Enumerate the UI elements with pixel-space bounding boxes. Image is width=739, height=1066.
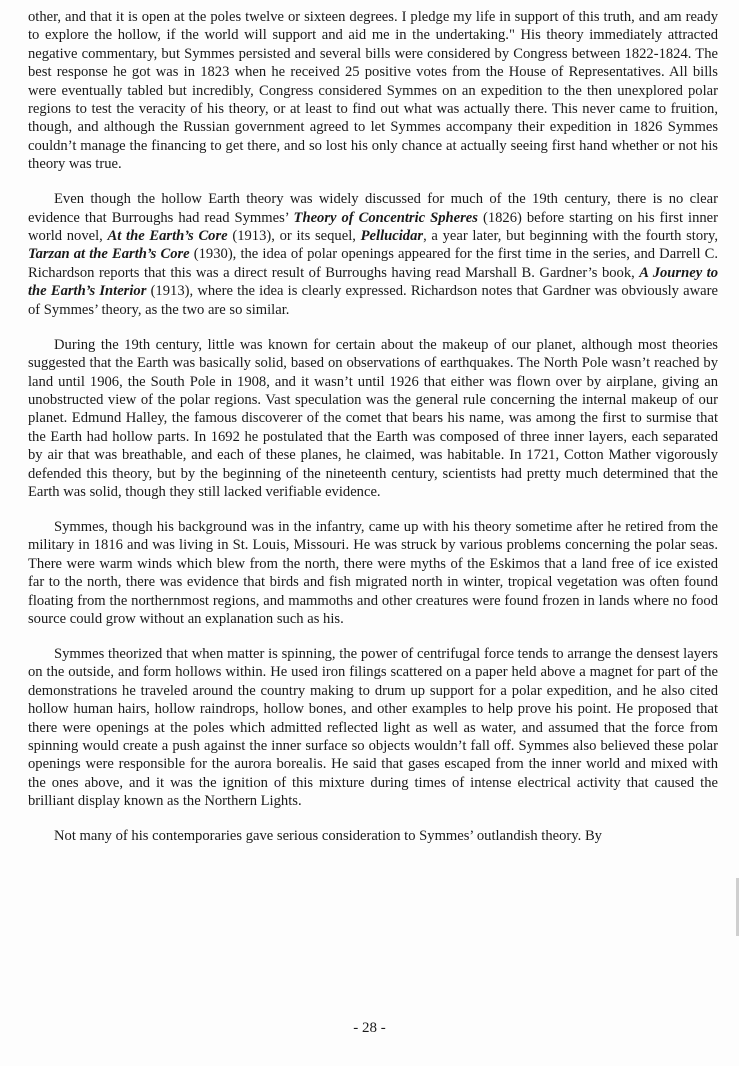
paragraph	[28, 190, 718, 319]
text-run: other, and that it is open at the poles twelve or sixteen degrees. I pledge my life in support of this truth, and am ready to explore the hollow, if the world will support and aid me in the undertaking." His theory immediately attracted negative commentary, but Symmes persisted and several bills were considered by Congress between 1822-1824. The best response he got was in 1823 when he received 25 positive votes from the House of Representatives. All bills were eventually tabled but incredibly, Congress considered Symmes on an expedition to the then unexplored polar regions to test the veracity of his theory, or at least to find out what was actually there. This never came to fruition, though, and although the Russian government agreed to let Symmes accompany their expedition in 1826 Symmes couldn’t manage the financing to get there, and so lost his only chance at actually seeing first hand whether or not his theory was true.	[28, 9, 718, 173]
book-title: At the Earth’s Core	[107, 228, 228, 245]
text-run: , a year later, but beginning with the fourth story,	[423, 228, 718, 245]
paragraph	[28, 827, 718, 845]
paragraph	[28, 336, 718, 502]
book-title: Pellucidar	[360, 228, 424, 245]
paragraph	[28, 645, 718, 811]
text-run: Not many of his contemporaries gave serious consideration to Symmes’ outlandish theory. By	[54, 828, 602, 845]
text-run: (1826) before starting on his first inner world novel,	[28, 209, 718, 245]
paragraph	[28, 518, 718, 628]
text-run: (1913), where the idea is clearly expressed. Richardson notes that Gardner was obviously aware of Symmes’ theory, as the two are so similar.	[28, 283, 718, 318]
text-run: Symmes theorized that when matter is spinning, the power of centrifugal force tends to arrange the densest layers on the outside, and form hollows within. He used iron filings scattered on a paper held above a magnet for part of the demonstrations he traveled around the country making to drum up support for a polar expedition, and he also cited hollow human hairs, hollow raindrops, hollow bones, and other examples to help prove his point. He proposed that there were openings at the poles which admitted reflected light as well as water, and assumed that the force from spinning would create a push against the inner surface so objects wouldn’t fall off. Symmes also believed these polar openings were responsible for the aurora borealis. He said that gases escaped from the inner world and mixed with the ones above, and it was the ignition of this mixture during times of intense electrical activity that caused the brilliant display known as the Northern Lights.	[28, 645, 718, 810]
book-title: Theory of Concentric Spheres	[293, 209, 478, 226]
text-run: (1913), or its sequel,	[227, 228, 361, 245]
page-number: - 28 -	[353, 1020, 386, 1036]
book-title: Tarzan at the Earth’s Core	[28, 246, 190, 263]
text-run: During the 19th century, little was known for certain about the makeup of our planet, although most theories suggested that the Earth was basically solid, based on observations of earthquakes. The North Pole wasn’t reached by land until 1906, the South Pole in 1908, and it wasn’t until 1926 that either was flown over by airplane, giving an unobstructed view of the polar regions. Vast speculation was the general rule concerning the internal makeup of our planet. Edmund Halley, the famous discoverer of the comet that bears his name, was among the first to surmise that the Earth had hollow parts. In 1692 he postulated that the Earth was composed of three inner layers, each separated by air that was breathable, and each of these planes, he claimed, was habitable. In 1721, Cotton Mather vigorously defended this theory, but by the beginning of the nineteenth century, scientists had pretty much determined that the Earth was solid, though they still lacked verifiable evidence.	[28, 336, 718, 500]
text-run: Even though the hollow Earth theory was widely discussed for much of the 19th century, there is no clear evidence that Burroughs had read Symmes’	[28, 191, 718, 226]
body-text	[28, 8, 718, 846]
book-title: A Journey to the Earth’s Interior	[28, 264, 719, 300]
text-run: (1930), the idea of polar openings appeared for the first time in the series, and Darrell C. Richardson reports that this was a direct result of Burroughs having read Marshall B. Gardner’s book,	[28, 246, 718, 281]
text-run: Symmes, though his background was in the infantry, came up with his theory sometime after he retired from the military in 1816 and was living in St. Louis, Missouri. He was struck by various problems concerning the polar seas. There were warm winds which blew from the north, there were myths of the Eskimos that a land free of ice existed far to the north, there was evidence that birds and fish migrated north in winter, tropical vegetation was often found floating from the northernmost regions, and mammoths and other creatures were found frozen in lands where no food source could grow without an explanation such as his.	[28, 518, 718, 627]
paragraph	[28, 8, 718, 174]
